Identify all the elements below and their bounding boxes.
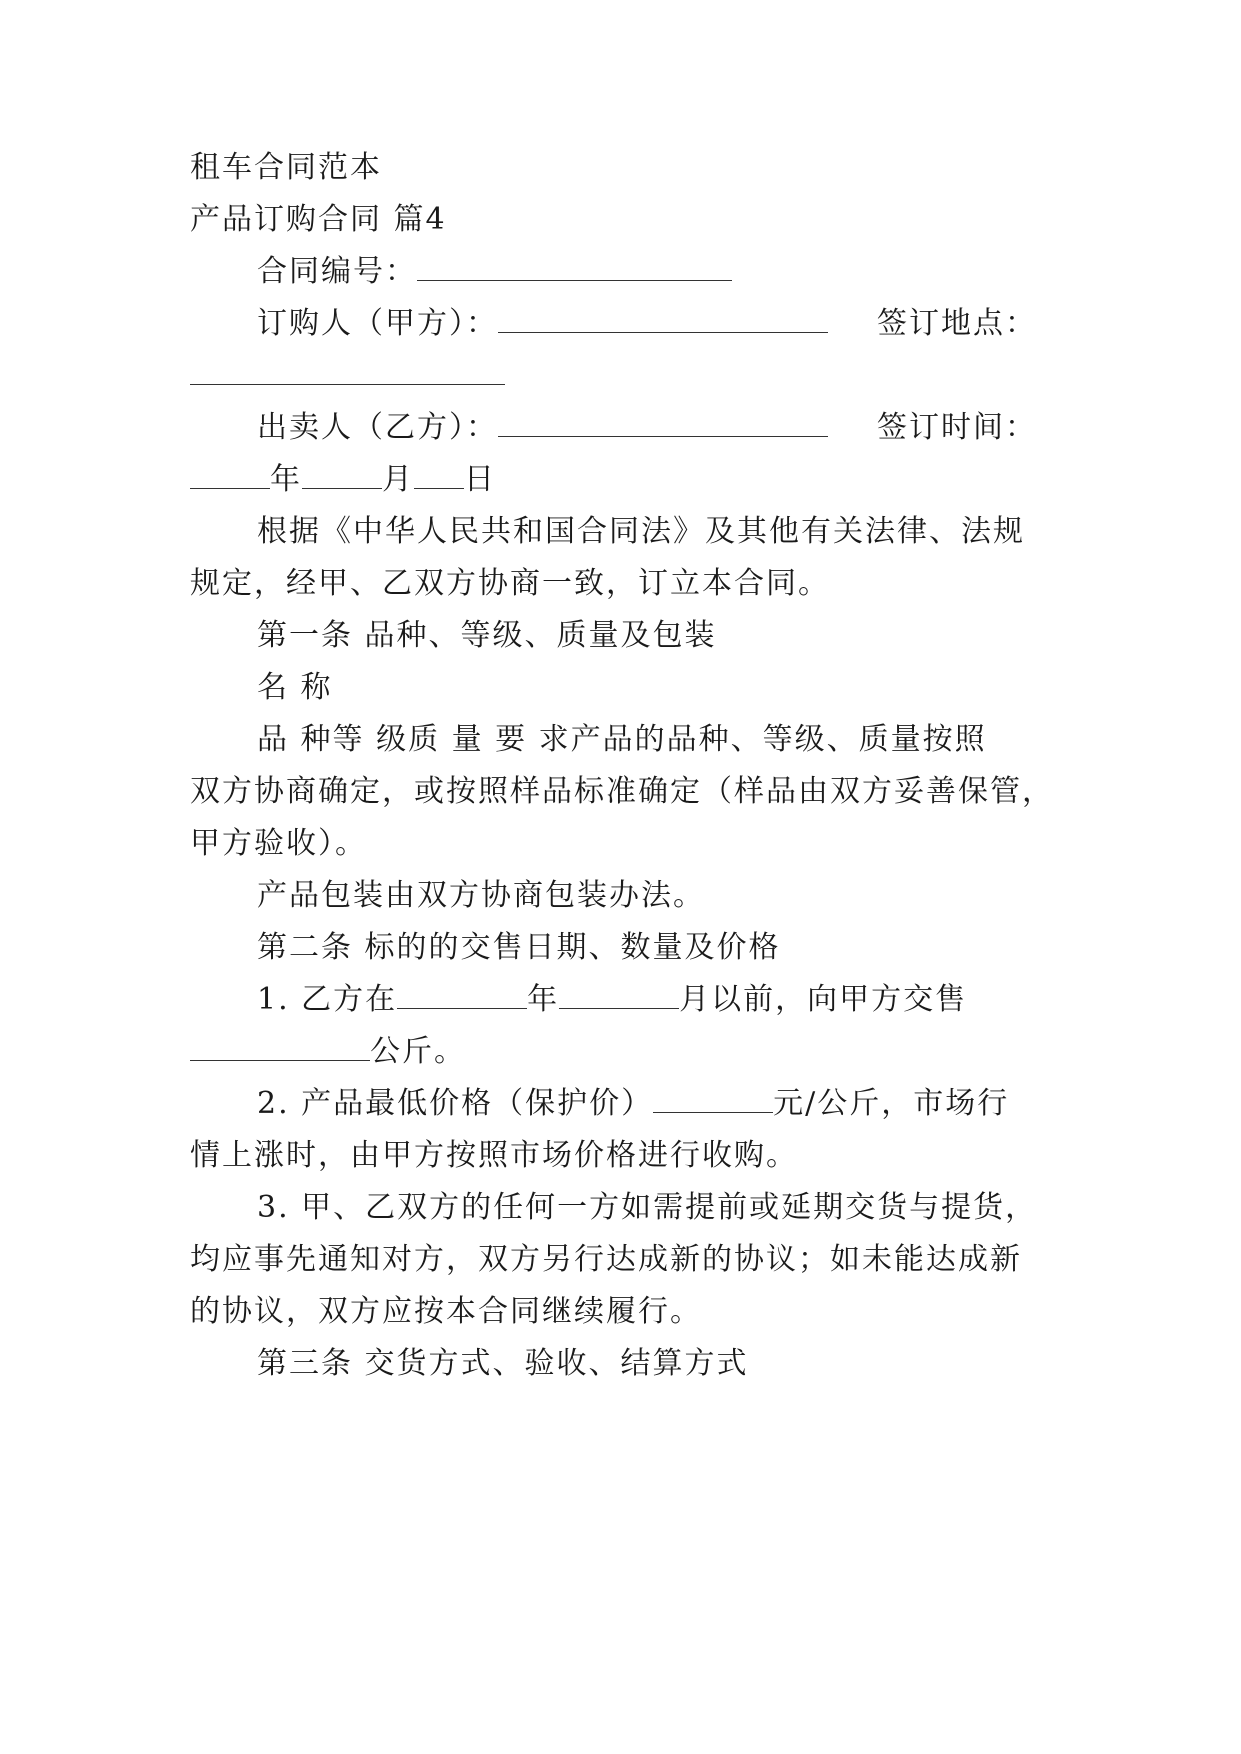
article-1-packaging: 产品包装由双方协商包装办法。 (257, 878, 705, 913)
item-1-text-b: 年 (527, 982, 560, 1017)
sign-date-line (190, 460, 1050, 500)
sign-place-label: 签订地点： (877, 306, 1037, 341)
item-1-month-blank (559, 980, 679, 1009)
intro-line-1: 根据《中华人民共和国合同法》及其他有关法律、法规 (257, 514, 1025, 549)
document-title: 租车合同范本 (190, 150, 382, 185)
document-subtitle: 产品订购合同 篇4 (190, 202, 447, 237)
year-label: 年 (270, 462, 302, 497)
seller-blank (498, 408, 828, 437)
contract-number-label: 合同编号： (257, 254, 417, 289)
item-2-text-b: 元/公斤，市场行 (773, 1086, 1010, 1121)
article-1-title: 第一条 品种、等级、质量及包装 (257, 618, 717, 653)
year-blank (190, 460, 270, 489)
item-2-price-blank (653, 1084, 773, 1113)
contract-number-line (257, 252, 1117, 292)
intro-line-2: 规定，经甲、乙双方协商一致，订立本合同。 (190, 566, 830, 601)
sign-place-blank (190, 356, 505, 385)
contract-number-blank (417, 252, 732, 281)
item-3-line-1: 3. 甲、乙双方的任何一方如需提前或延期交货与提货， (257, 1190, 1038, 1225)
item-3-line-3: 的协议，双方应按本合同继续履行。 (190, 1294, 702, 1329)
item-2-line-1 (257, 1084, 1117, 1124)
seller-label: 出卖人（乙方）： (257, 410, 498, 445)
sign-time-label: 签订时间： (877, 410, 1037, 445)
day-blank (414, 460, 464, 489)
day-label: 日 (464, 462, 496, 497)
article-1-name: 名 称 (257, 670, 333, 705)
month-blank (302, 460, 382, 489)
item-2-line-2: 情上涨时，由甲方按照市场价格进行收购。 (190, 1138, 798, 1173)
buyer-blank (498, 304, 828, 333)
item-3-line-2: 均应事先通知对方，双方另行达成新的协议；如未能达成新 (190, 1242, 1022, 1277)
article-2-title: 第二条 标的的交售日期、数量及价格 (257, 930, 781, 965)
sign-place-line (190, 356, 1050, 396)
article-1-paragraph-line-1: 品 种等 级质 量 要 求产品的品种、等级、质量按照 (257, 722, 987, 757)
month-label: 月 (382, 462, 414, 497)
article-1-paragraph-line-2: 双方协商确定，或按照样品标准确定（样品由双方妥善保管， (190, 774, 1054, 809)
buyer-line (257, 304, 1050, 344)
item-1-text-c: 月以前，向甲方交售 (679, 982, 968, 1017)
article-1-paragraph-line-3: 甲方验收）。 (190, 826, 367, 861)
item-1-text-d: 公斤。 (370, 1034, 466, 1069)
buyer-label: 订购人（甲方）： (257, 306, 498, 341)
seller-line (257, 408, 1050, 448)
item-1-text-a: 1. 乙方在 (257, 982, 398, 1017)
item-1-line-2 (190, 1032, 1050, 1072)
item-1-year-blank (397, 980, 527, 1009)
item-2-text-a: 2. 产品最低价格（保护价） (257, 1086, 654, 1121)
item-1-line-1 (257, 980, 1050, 1020)
item-1-quantity-blank (190, 1032, 370, 1061)
article-3-title: 第三条 交货方式、验收、结算方式 (257, 1346, 749, 1381)
